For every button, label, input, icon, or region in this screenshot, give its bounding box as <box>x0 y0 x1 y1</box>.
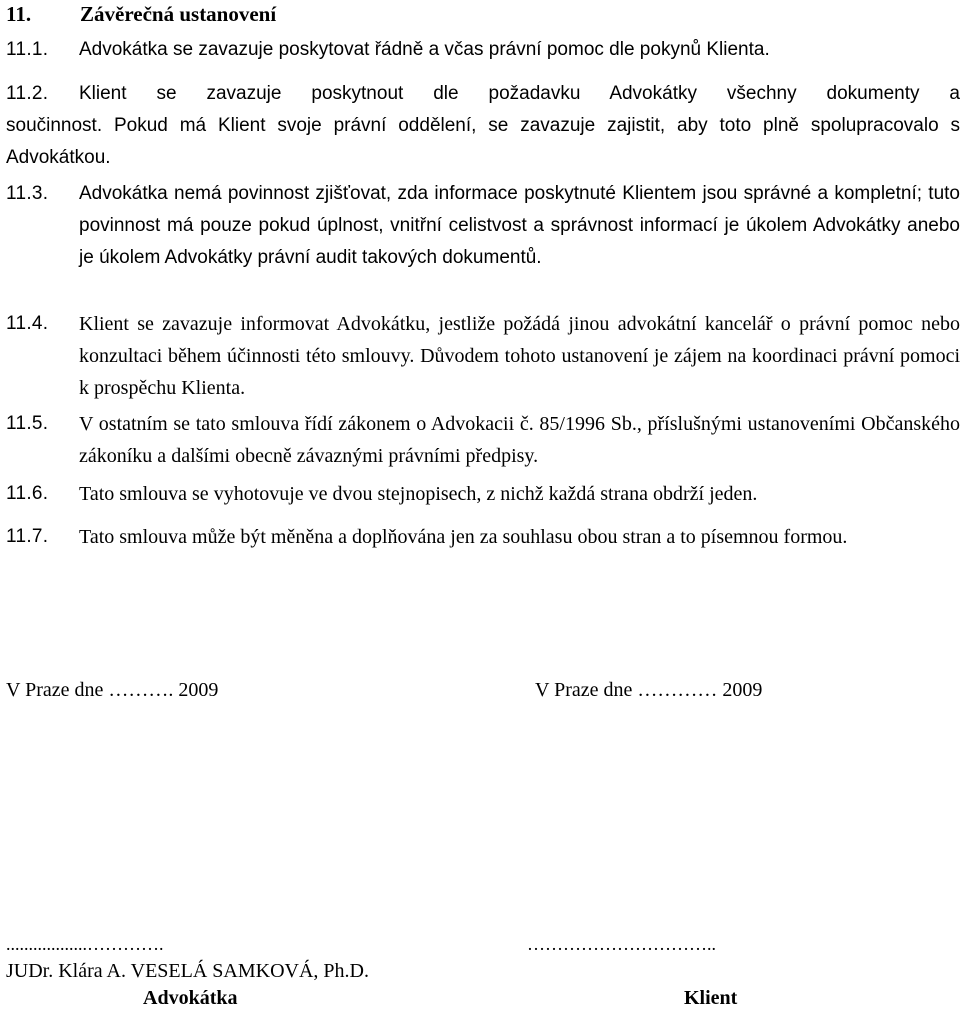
clause-11-1 <box>6 34 960 66</box>
clause-number: 11.1. <box>6 39 49 60</box>
clause-text-a: Klient se zavazuje informovat Advokátku, jestliže požádá jinou advokátní kancelář o právní pomoc nebo konzultaci během účinnosti této smlouvy. <box>79 313 960 367</box>
right-signature-line: ………………………….. <box>527 934 716 954</box>
left-date-line: V Praze dne ………. 2009 <box>6 679 219 701</box>
advocate-name: JUDr. Klára A. VESELÁ SAMKOVÁ, Ph.D. <box>6 960 369 982</box>
clause-text: Tato smlouva může být měněna a doplňována jen za souhlasu obou stran a to písemnou formou. <box>79 526 848 548</box>
clause-text: Advokátka se zavazuje poskytovat řádně a včas právní pomoc dle pokynů Klienta. <box>79 39 770 60</box>
clause-11-4 <box>6 308 960 404</box>
section-number: 11. <box>6 2 32 26</box>
clause-text-rest: součinnost. Pokud má Klient svoje právní oddělení, se zavazuje zajistit, aby toto plně spolupracovalo s Advokátkou. <box>6 115 960 168</box>
section-heading <box>6 0 276 28</box>
clause-text <box>6 78 960 174</box>
right-date-line: V Praze dne ………… 2009 <box>535 679 763 701</box>
clause-text: Tato smlouva se vyhotovuje ve dvou stejnopisech, z nichž každá strana obdrží jeden. <box>79 483 758 505</box>
advocate-role: Advokátka <box>143 987 238 1009</box>
clause-number: 11.5. <box>6 413 49 434</box>
clause-text-b: Důvodem tohoto ustanovení je zájem na koordinaci právní pomoci k prospěchu Klienta. <box>79 345 960 399</box>
clause-number: 11.3. <box>6 183 49 204</box>
section-title: Závěrečná ustanovení <box>80 2 277 26</box>
left-signature-line: ..................…………. <box>6 934 164 954</box>
clause-number: 11.6. <box>6 483 49 504</box>
clause-text <box>79 308 960 404</box>
clause-number: 11.4. <box>6 313 49 334</box>
clause-11-7 <box>6 521 960 553</box>
client-role: Klient <box>684 987 738 1009</box>
clause-text: V ostatním se tato smlouva řídí zákonem o Advokacii č. 85/1996 Sb., příslušnými ustanoveními Občanského zákoníku a dalšími obecně závaznými právními předpisy. <box>79 413 960 467</box>
clause-11-2 <box>6 78 960 174</box>
clause-text: Advokátka nemá povinnost zjišťovat, zda informace poskytnuté Klientem jsou správné a kompletní; tuto povinnost má pouze pokud úplnost, vnitřní celistvost a správnost informací je úkolem Advokátky anebo je úkolem Advokátky právní audit takových dokumentů. <box>79 183 960 268</box>
clause-11-6 <box>6 478 960 510</box>
clause-11-3 <box>6 178 960 274</box>
clause-text-line1: Klient se zavazuje poskytnout dle požadavku Advokátky všechny dokumenty a <box>79 83 960 104</box>
clause-11-5 <box>6 408 960 472</box>
clause-number: 11.7. <box>6 526 49 547</box>
clause-number: 11.2. <box>6 83 49 104</box>
